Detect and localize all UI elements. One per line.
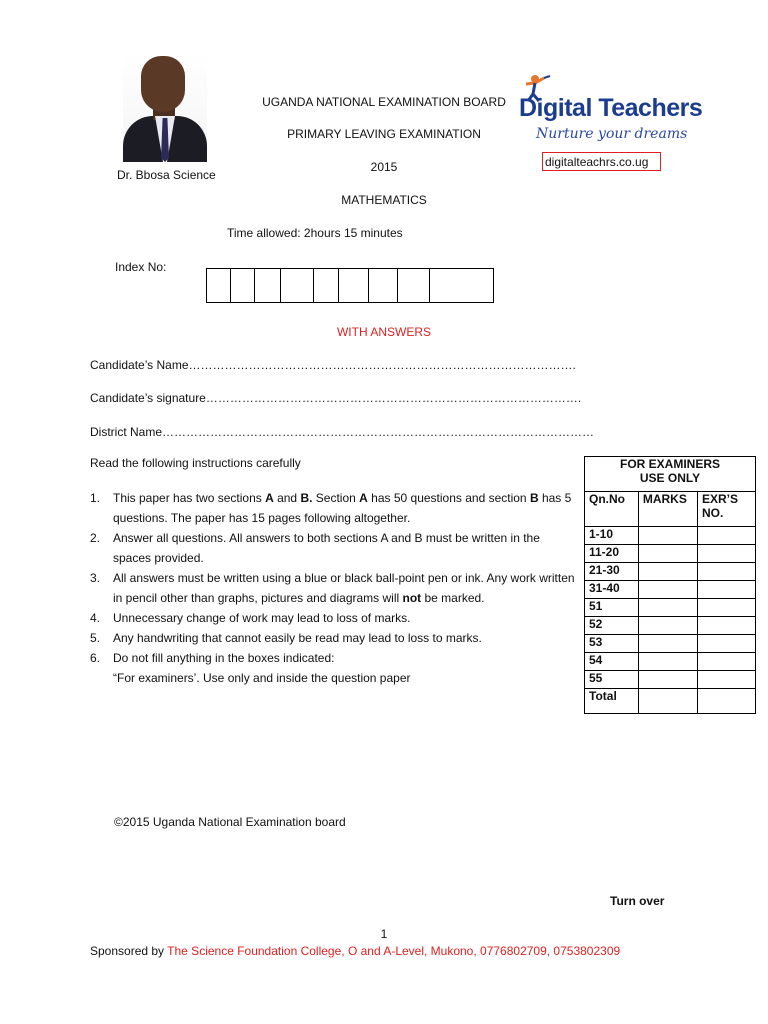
row-label: 55 (585, 671, 639, 689)
instruction-item (90, 608, 580, 628)
table-row (585, 689, 756, 714)
table-row (585, 671, 756, 689)
table-row (585, 635, 756, 653)
exr-cell[interactable] (697, 671, 755, 689)
marks-cell[interactable] (638, 617, 697, 635)
exr-cell[interactable] (697, 527, 755, 545)
exr-cell[interactable] (697, 581, 755, 599)
header-exr-no: EXR’S NO. (697, 492, 755, 527)
with-answers-label: WITH ANSWERS (336, 325, 431, 339)
instruction-item (90, 528, 580, 568)
row-label: 1-10 (585, 527, 639, 545)
table-row (585, 527, 756, 545)
logo-tagline: Nurture your dreams (536, 126, 688, 142)
row-label: 54 (585, 653, 639, 671)
examiners-table (584, 456, 756, 714)
table-row (585, 617, 756, 635)
row-label: 21-30 (585, 563, 639, 581)
exr-cell[interactable] (697, 617, 755, 635)
turn-over-text: Turn over (610, 894, 665, 908)
exr-cell[interactable] (697, 635, 755, 653)
row-label: 31-40 (585, 581, 639, 599)
header-marks: MARKS (638, 492, 697, 527)
instruction-text: All answers must be written using a blue or black ball-point pen or ink. Any work written in pencil other than graphs, pictures and diagrams will not be marked. (113, 571, 575, 605)
index-number-boxes[interactable] (206, 268, 494, 303)
exr-cell[interactable] (697, 599, 755, 617)
instruction-text: Answer all questions. All answers to both sections A and B must be written in the spaces provided. (113, 531, 540, 565)
table-row (585, 599, 756, 617)
index-box[interactable] (281, 269, 314, 302)
copyright-text: ©2015 Uganda National Examination board (114, 815, 346, 829)
exr-cell[interactable] (697, 689, 755, 714)
sponsor-line (90, 944, 620, 958)
row-label: 53 (585, 635, 639, 653)
row-label: Total (585, 689, 639, 714)
instruction-number: 4. (90, 611, 101, 625)
marks-cell[interactable] (638, 689, 697, 714)
index-label: Index No: (115, 260, 167, 274)
instruction-text: Do not fill anything in the boxes indicated: “For examiners’. Use only and inside the question paper (113, 651, 411, 685)
marks-cell[interactable] (638, 653, 697, 671)
row-label: 51 (585, 599, 639, 617)
digital-teachers-logo (516, 74, 703, 154)
table-row (585, 653, 756, 671)
index-box[interactable] (430, 269, 493, 302)
table-row (585, 545, 756, 563)
instruction-item (90, 648, 580, 688)
instruction-number: 1. (90, 491, 101, 505)
instruction-number: 6. (90, 651, 101, 665)
page-number: 1 (380, 927, 388, 941)
marks-cell[interactable] (638, 563, 697, 581)
instruction-number: 3. (90, 571, 101, 585)
marks-cell[interactable] (638, 635, 697, 653)
district-name-field[interactable]: District Name……………………………………………………………………………………………… (90, 425, 595, 439)
candidate-name-field[interactable]: Candidate’s Name……………………………………………………………………………………. (90, 358, 576, 372)
sponsor-prefix: Sponsored by (90, 944, 168, 958)
instruction-item (90, 568, 580, 608)
instructions-list (90, 488, 580, 688)
row-label: 11-20 (585, 545, 639, 563)
sponsor-name: The Science Foundation College, O and A-Level, Mukono, 0776802709, 0753802309 (167, 944, 621, 958)
index-box[interactable] (369, 269, 398, 302)
exam-title: PRIMARY LEAVING EXAMINATION (287, 127, 481, 141)
instruction-text: Unnecessary change of work may lead to loss of marks. (113, 611, 411, 625)
index-box[interactable] (339, 269, 369, 302)
teacher-photo (123, 52, 207, 162)
marks-cell[interactable] (638, 527, 697, 545)
instruction-item (90, 628, 580, 648)
table-row (585, 581, 756, 599)
logo-wordmark: Digital Teachers (519, 94, 703, 122)
index-box[interactable] (207, 269, 231, 302)
header-qn-no: Qn.No (585, 492, 639, 527)
board-title: UGANDA NATIONAL EXAMINATION BOARD (262, 95, 506, 109)
teacher-caption: Dr. Bbosa Science (117, 168, 216, 182)
instruction-text: This paper has two sections A and B. Section A has 50 questions and section B has 5 questions. The paper has 15 pages following altogether. (113, 491, 572, 525)
exr-cell[interactable] (697, 653, 755, 671)
exr-cell[interactable] (697, 563, 755, 581)
instructions-heading: Read the following instructions carefully (90, 456, 301, 470)
exr-cell[interactable] (697, 545, 755, 563)
exam-year: 2015 (370, 160, 398, 174)
row-label: 52 (585, 617, 639, 635)
index-box[interactable] (314, 269, 339, 302)
index-box[interactable] (398, 269, 430, 302)
marks-cell[interactable] (638, 581, 697, 599)
marks-cell[interactable] (638, 599, 697, 617)
index-box[interactable] (231, 269, 255, 302)
instruction-item (90, 488, 580, 528)
instruction-number: 2. (90, 531, 101, 545)
website-url[interactable]: digitalteachrs.co.ug (542, 152, 661, 171)
index-box[interactable] (255, 269, 281, 302)
instruction-number: 5. (90, 631, 101, 645)
subject-title: MATHEMATICS (341, 193, 427, 207)
candidate-signature-field[interactable]: Candidate’s signature…………………………………………………………………………………. (90, 391, 582, 405)
instruction-text: Any handwriting that cannot easily be read may lead to loss to marks. (113, 631, 482, 645)
marks-cell[interactable] (638, 545, 697, 563)
marks-cell[interactable] (638, 671, 697, 689)
time-allowed: Time allowed: 2hours 15 minutes (227, 226, 403, 240)
examiners-table-title: FOR EXAMINERS USE ONLY (585, 457, 756, 492)
table-row (585, 563, 756, 581)
